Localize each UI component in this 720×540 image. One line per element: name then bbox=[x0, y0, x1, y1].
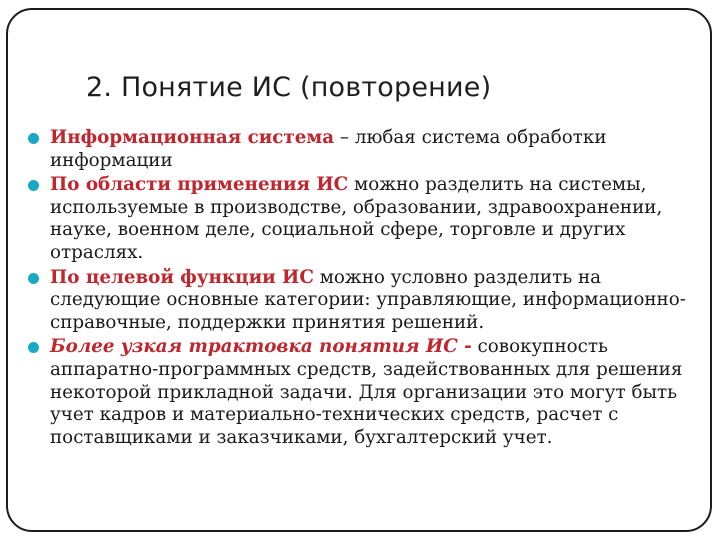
bullet-text: совокупность аппаратно-программных средств, задействованных для решения некоторой прикладной задачи. Для организации это могут быть учет кадров и материально-технических средств, расчет с поставщиками и заказчиками, бухгалтерский учет. bbox=[50, 336, 683, 448]
bullet-item bbox=[28, 336, 708, 449]
bullet-term: По области применения ИС bbox=[50, 174, 349, 196]
bullet-dot-icon bbox=[28, 180, 39, 191]
bullet-dot-icon bbox=[28, 342, 39, 353]
bullet-term: Более узкая трактовка понятия ИС - bbox=[50, 336, 472, 358]
bullet-dot-icon bbox=[28, 273, 39, 284]
slide-title: 2. Понятие ИС (повторение) bbox=[86, 72, 492, 103]
bullet-dot-icon bbox=[28, 133, 39, 144]
bullet-list bbox=[28, 127, 708, 451]
bullet-text: можно условно разделить на следующие основные категории: управляющие, информационно-справочные, поддержки принятия решений. bbox=[50, 266, 686, 333]
slide-frame bbox=[6, 8, 712, 532]
bullet-item bbox=[28, 127, 708, 172]
bullet-text: – любая система обработки информации bbox=[50, 127, 607, 171]
bullet-item bbox=[28, 174, 708, 264]
bullet-text: можно разделить на системы, используемые в производстве, образовании, здравоохранении, науке, военном деле, социальной сфере, торговле и других отраслях. bbox=[50, 174, 663, 263]
bullet-term: По целевой функции ИС bbox=[50, 266, 314, 288]
bullet-term: Информационная система bbox=[50, 127, 335, 148]
bullet-item bbox=[28, 267, 708, 335]
